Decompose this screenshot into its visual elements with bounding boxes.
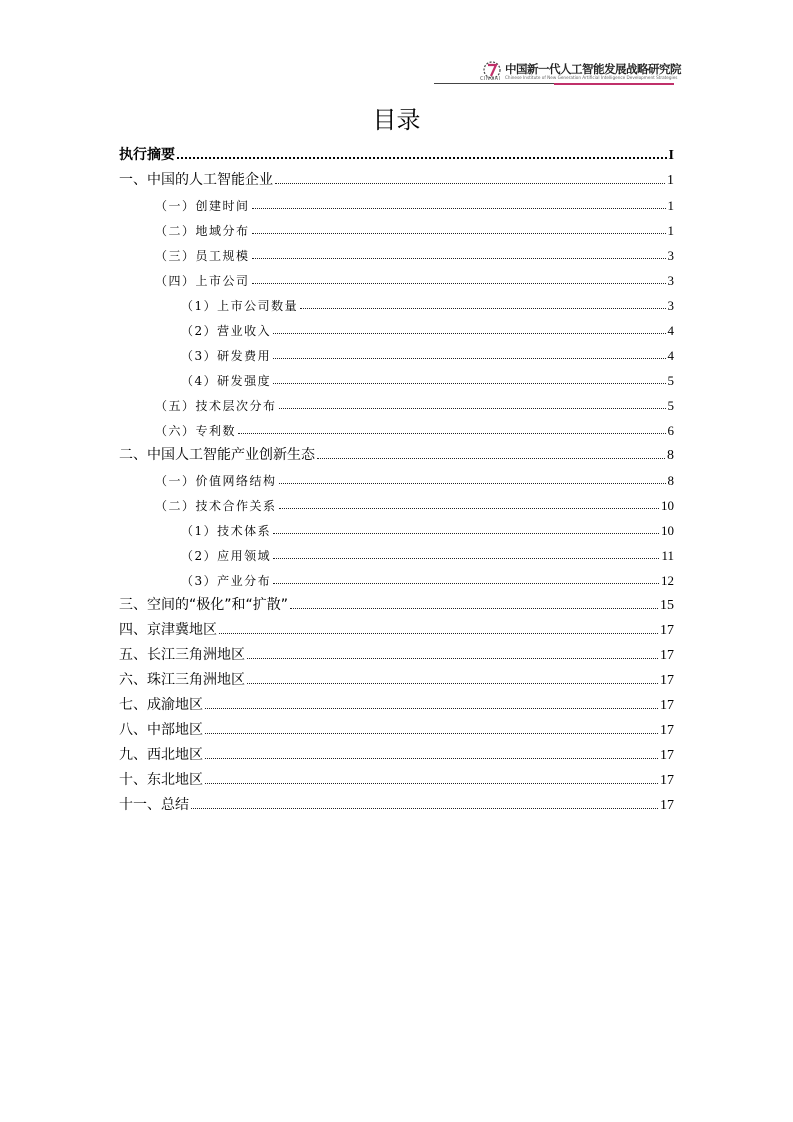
toc-entry[interactable] xyxy=(119,139,674,164)
toc-leader-dots xyxy=(252,283,666,284)
toc-entry[interactable] xyxy=(119,189,674,214)
toc-entry-label: （3）产业分布 xyxy=(181,574,272,588)
toc-entry-label: （三）员工规模 xyxy=(155,249,250,263)
toc-entry-label: 四、京津冀地区 xyxy=(119,622,217,638)
toc-entry-page: 4 xyxy=(667,323,674,338)
toc-leader-dots xyxy=(273,583,659,584)
toc-entry[interactable] xyxy=(119,364,674,389)
table-of-contents xyxy=(119,139,674,814)
toc-entry-page: 1 xyxy=(667,173,674,188)
toc-entry-page: 10 xyxy=(661,498,674,513)
toc-entry[interactable] xyxy=(119,389,674,414)
toc-entry-label: 一、中国的人工智能企业 xyxy=(119,172,273,188)
toc-leader-dots xyxy=(252,258,666,259)
toc-entry[interactable] xyxy=(119,689,674,714)
toc-entry-label: 执行摘要 xyxy=(119,147,175,163)
toc-entry-page: 3 xyxy=(667,273,674,288)
toc-entry-label: （3）研发费用 xyxy=(181,349,272,363)
logo-text: CINGAI xyxy=(480,76,501,82)
toc-leader-dots xyxy=(191,808,658,809)
toc-entry-page: 5 xyxy=(667,373,674,388)
toc-leader-dots xyxy=(238,433,665,434)
toc-entry-page: 17 xyxy=(660,648,674,663)
toc-entry-label: （一）创建时间 xyxy=(155,199,250,213)
toc-entry-page: 10 xyxy=(661,523,674,538)
toc-entry[interactable] xyxy=(119,289,674,314)
toc-entry[interactable] xyxy=(119,464,674,489)
toc-leader-dots xyxy=(273,358,665,359)
toc-entry-label: 七、成渝地区 xyxy=(119,697,203,713)
page-title: 目录 xyxy=(372,106,421,134)
toc-entry[interactable] xyxy=(119,639,674,664)
toc-entry-label: （五）技术层次分布 xyxy=(155,399,277,413)
toc-entry-label: （四）上市公司 xyxy=(155,274,250,288)
toc-entry-page: 5 xyxy=(667,398,674,413)
toc-entry-page: 8 xyxy=(667,448,674,463)
toc-entry-label: （2）应用领域 xyxy=(181,549,272,563)
institute-name-cn: 中国新一代人工智能发展战略研究院 xyxy=(505,62,681,76)
toc-entry-page: 3 xyxy=(667,248,674,263)
toc-leader-dots xyxy=(279,408,666,409)
toc-entry-label: 九、西北地区 xyxy=(119,747,203,763)
toc-leader-dots xyxy=(177,157,667,159)
toc-entry[interactable] xyxy=(119,764,674,789)
toc-entry-label: 三、空间的“极化”和“扩散” xyxy=(119,597,289,613)
toc-entry-page: 1 xyxy=(667,223,674,238)
toc-leader-dots xyxy=(247,683,658,684)
toc-entry-page: 15 xyxy=(660,598,674,613)
institute-name-en: Chinese Institute of New Generation Artificial Intelligence Development Strategies xyxy=(505,75,678,80)
toc-entry[interactable] xyxy=(119,664,674,689)
toc-entry-label: 十一、总结 xyxy=(119,797,189,813)
toc-entry-page: 6 xyxy=(667,423,674,438)
toc-entry-page: 1 xyxy=(667,198,674,213)
toc-entry-label: （2）营业收入 xyxy=(181,324,272,338)
toc-entry-label: （二）技术合作关系 xyxy=(155,499,277,513)
toc-leader-dots xyxy=(273,383,665,384)
toc-leader-dots xyxy=(252,208,666,209)
toc-leader-dots xyxy=(205,708,658,709)
page-header xyxy=(434,56,681,86)
toc-entry-page: 3 xyxy=(667,298,674,313)
toc-entry-label: （1）技术体系 xyxy=(181,524,272,538)
toc-entry[interactable] xyxy=(119,439,674,464)
toc-entry[interactable] xyxy=(119,564,674,589)
toc-entry-label: 六、珠江三角洲地区 xyxy=(119,672,245,688)
toc-entry-label: （1）上市公司数量 xyxy=(181,299,299,313)
toc-entry-page: 17 xyxy=(660,748,674,763)
toc-entry[interactable] xyxy=(119,489,674,514)
toc-leader-dots xyxy=(273,533,659,534)
toc-entry[interactable] xyxy=(119,314,674,339)
toc-entry-page: I xyxy=(668,148,674,163)
toc-entry[interactable] xyxy=(119,714,674,739)
toc-leader-dots xyxy=(205,783,658,784)
toc-leader-dots xyxy=(275,183,665,184)
toc-leader-dots xyxy=(317,458,665,459)
toc-leader-dots xyxy=(279,508,659,509)
toc-entry[interactable] xyxy=(119,514,674,539)
toc-entry[interactable] xyxy=(119,239,674,264)
toc-leader-dots xyxy=(273,558,659,559)
toc-entry-label: （4）研发强度 xyxy=(181,374,272,388)
toc-leader-dots xyxy=(252,233,666,234)
toc-entry-page: 17 xyxy=(660,623,674,638)
toc-entry-page: 17 xyxy=(660,798,674,813)
toc-entry-label: 十、东北地区 xyxy=(119,772,203,788)
toc-entry-page: 17 xyxy=(660,773,674,788)
header-accent-rule xyxy=(554,83,674,85)
toc-entry-label: 八、中部地区 xyxy=(119,722,203,738)
toc-leader-dots xyxy=(290,608,658,609)
toc-leader-dots xyxy=(247,658,658,659)
toc-entry[interactable] xyxy=(119,264,674,289)
toc-leader-dots xyxy=(273,333,665,334)
toc-entry[interactable] xyxy=(119,739,674,764)
toc-entry-label: 五、长江三角洲地区 xyxy=(119,647,245,663)
toc-leader-dots xyxy=(300,308,665,309)
toc-leader-dots xyxy=(279,483,666,484)
toc-entry[interactable] xyxy=(119,614,674,639)
toc-leader-dots xyxy=(205,758,658,759)
toc-entry[interactable] xyxy=(119,164,674,189)
toc-entry-label: 二、中国人工智能产业创新生态 xyxy=(119,447,315,463)
toc-entry[interactable] xyxy=(119,339,674,364)
toc-entry[interactable] xyxy=(119,789,674,814)
toc-entry[interactable] xyxy=(119,414,674,439)
toc-entry-page: 8 xyxy=(667,473,674,488)
toc-entry-label: （一）价值网络结构 xyxy=(155,474,277,488)
toc-leader-dots xyxy=(205,733,658,734)
toc-entry[interactable] xyxy=(119,539,674,564)
toc-entry-label: （六）专利数 xyxy=(155,424,237,438)
toc-leader-dots xyxy=(219,633,658,634)
toc-entry[interactable] xyxy=(119,589,674,614)
toc-entry-page: 11 xyxy=(661,548,674,563)
toc-entry-page: 12 xyxy=(661,573,674,588)
toc-entry-page: 4 xyxy=(667,348,674,363)
toc-entry-page: 17 xyxy=(660,723,674,738)
toc-entry-page: 17 xyxy=(660,698,674,713)
toc-entry-page: 17 xyxy=(660,673,674,688)
toc-entry-label: （二）地域分布 xyxy=(155,224,250,238)
toc-entry[interactable] xyxy=(119,214,674,239)
